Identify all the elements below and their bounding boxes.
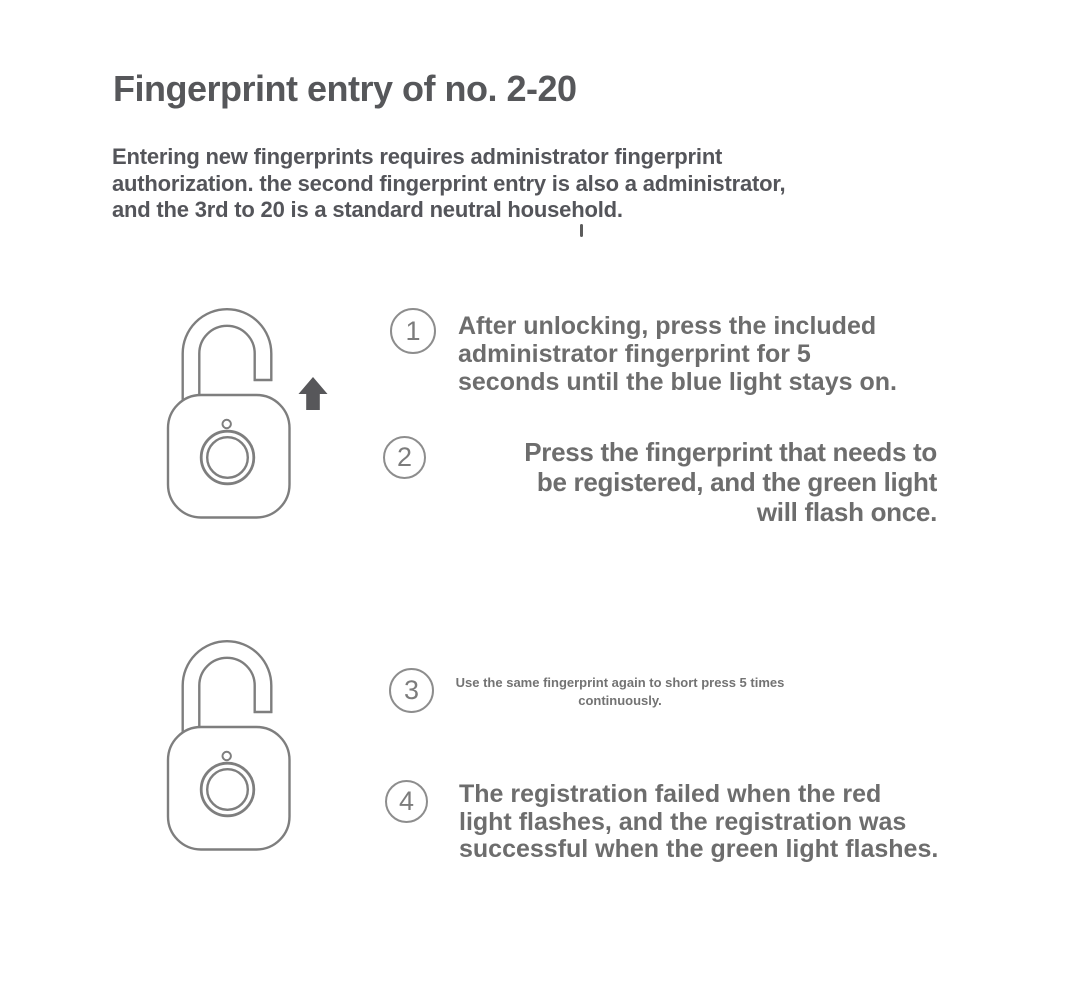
step-1-text	[458, 312, 938, 396]
step-2-line: will flash once.	[756, 497, 937, 527]
step-2-line: be registered, and the green light	[536, 467, 937, 497]
step-4-line: The registration failed when the red	[459, 780, 882, 808]
step-3-number-badge: 3	[389, 668, 434, 713]
step-4-line: light flashes, and the registration was	[459, 807, 907, 836]
step-3-line: Use the same fingerprint again to short press 5 times	[455, 675, 785, 690]
step-4-number-badge: 4	[385, 780, 428, 823]
step-3-line: continuously.	[578, 692, 662, 708]
page-title: Fingerprint entry of no. 2-20	[113, 68, 577, 109]
open-padlock-illustration-bottom	[159, 632, 299, 860]
up-arrow-icon	[298, 377, 328, 410]
intro-paragraph	[112, 144, 785, 224]
intro-line: and the 3rd to 20 is a standard neutral household.	[112, 197, 623, 222]
step-2-line: Press the fingerprint that needs to	[524, 437, 937, 467]
step-3-text	[425, 674, 815, 709]
step-2-number-badge: 2	[383, 436, 426, 479]
step-2-text	[455, 437, 937, 527]
step-1-line: seconds until the blue light stays on.	[458, 368, 897, 396]
step-4-line: successful when the green light flashes.	[459, 835, 939, 863]
step-4-text	[459, 781, 949, 864]
text-cursor-artifact	[580, 224, 583, 237]
intro-line: Entering new fingerprints requires administrator fingerprint	[112, 144, 723, 169]
open-padlock-illustration-top	[159, 300, 299, 528]
step-1-line: administrator fingerprint for 5	[458, 340, 811, 368]
intro-line: authorization. the second fingerprint entry is also a administrator,	[112, 170, 786, 196]
step-1-line: After unlocking, press the included	[458, 312, 877, 340]
step-1-number-badge: 1	[390, 308, 436, 354]
